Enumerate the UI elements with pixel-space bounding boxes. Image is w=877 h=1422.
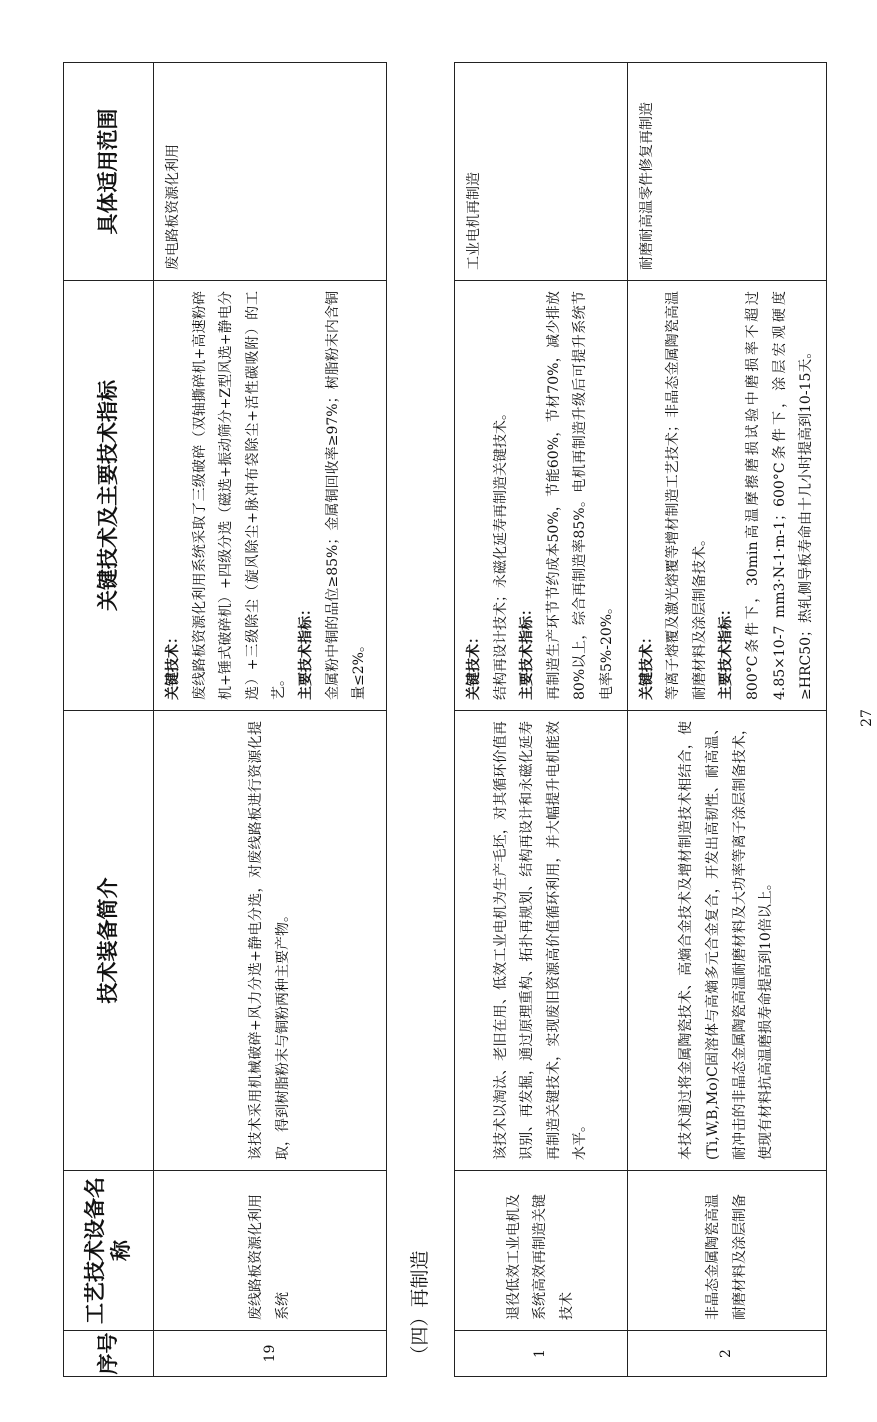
section-row bbox=[387, 63, 455, 1377]
key-tech-text: 结构再设计技术；永磁化延寿再制造关键技术。 bbox=[492, 406, 509, 700]
row-name: 退役低效工业电机及系统高效再制造关键技术 bbox=[455, 1171, 628, 1331]
key-tech-text: 等离子熔覆及激光熔覆等增材制造工艺技术；非晶态金属陶瓷高温耐磨材料及涂层制备技术。 bbox=[665, 291, 708, 700]
main-index-label: 主要技术指标： bbox=[519, 602, 536, 700]
page-number: 27 bbox=[858, 709, 875, 727]
section-title: （四）再制造 bbox=[387, 63, 455, 1377]
row-key-tech bbox=[455, 281, 628, 711]
table-row bbox=[627, 63, 826, 1377]
row-intro: 该技术以淘汰、老旧在用、低效工业电机为生产毛坯，对其循环价值再识别、再发掘，通过原理重构、拓扑再规划、结构再设计和永磁化延寿再制造关键技术，实现废旧资源高价值循环利用，并大幅提升电机能效水平。 bbox=[455, 711, 628, 1171]
table-header-row bbox=[64, 63, 154, 1377]
key-tech-text: 废线路板资源化利用系统采取了三级破碎（双轴撕碎机+高速粉碎机+锤式破碎机）+四级分选（磁选+振动筛分+Z型风选+静电分选）+三级除尘（旋风除尘+脉冲布袋除尘+活性碳吸附）的工艺。 bbox=[191, 291, 288, 700]
row-key-tech bbox=[154, 281, 387, 711]
row-intro: 该技术采用机械破碎+风力分选+静电分选，对废线路板进行资源化提取，得到树脂粉末与铜粉两种主要产物。 bbox=[154, 711, 387, 1171]
row-scope: 废电路板资源化利用 bbox=[154, 63, 387, 281]
row-scope: 工业电机再制造 bbox=[455, 63, 628, 281]
row-number: 2 bbox=[627, 1331, 826, 1377]
table-row bbox=[154, 63, 387, 1377]
row-key-tech bbox=[627, 281, 826, 711]
main-index-text: 再制造生产环节节约成本50%，节能60%，节材70%，减少排放80%以上，综合再制造率85%。电机再制造升级后可提升系统节电率5%-20%。 bbox=[545, 291, 615, 700]
header-scope: 具体适用范围 bbox=[64, 63, 154, 281]
row-name: 废线路板资源化利用系统 bbox=[154, 1171, 387, 1331]
main-index-label: 主要技术指标： bbox=[297, 602, 314, 700]
key-tech-label: 关键技术： bbox=[165, 630, 181, 700]
rotated-table-container bbox=[63, 63, 815, 1377]
key-tech-label: 关键技术： bbox=[466, 630, 482, 700]
main-index-text: 金属粉中铜的品位≥85%；金属铜回收率≥97%；树脂粉末内含铜量≤2%。 bbox=[324, 291, 368, 700]
main-index-label: 主要技术指标： bbox=[718, 602, 735, 700]
row-intro: 本技术通过将金属陶瓷技术、高熵合金技术及增材制造技术相结合，使(Ti,W,B,Mo)C固溶体与高熵多元合金复合，开发出高韧性、耐高温、耐冲击的非晶态金属陶瓷高温耐磨材料及大功率等离子涂层制备技术，使现有材料抗高温磨损寿命提高到10倍以上。 bbox=[627, 711, 826, 1171]
header-seq: 序号 bbox=[64, 1331, 154, 1377]
main-index-text: 800°C条件下，30min高温摩擦磨损试验中磨损率不超过4.85×10-7 mm3·N-1·m-1；600°C条件下，涂层宏观硬度≥HRC50；热轧侧导板寿命由十几小时提高到10-15天。 bbox=[744, 291, 815, 700]
row-number: 19 bbox=[154, 1331, 387, 1377]
row-scope: 耐磨耐高温零件修复再制造 bbox=[627, 63, 826, 281]
table-row bbox=[455, 63, 628, 1377]
technology-table bbox=[63, 62, 827, 1377]
key-tech-label: 关键技术： bbox=[638, 630, 655, 700]
header-name: 工艺技术设备名称 bbox=[64, 1171, 154, 1331]
row-name: 非晶态金属陶瓷高温耐磨材料及涂层制备 bbox=[627, 1171, 826, 1331]
row-number: 1 bbox=[455, 1331, 628, 1377]
header-intro: 技术装备简介 bbox=[64, 711, 154, 1171]
header-key: 关键技术及主要技术指标 bbox=[64, 281, 154, 711]
